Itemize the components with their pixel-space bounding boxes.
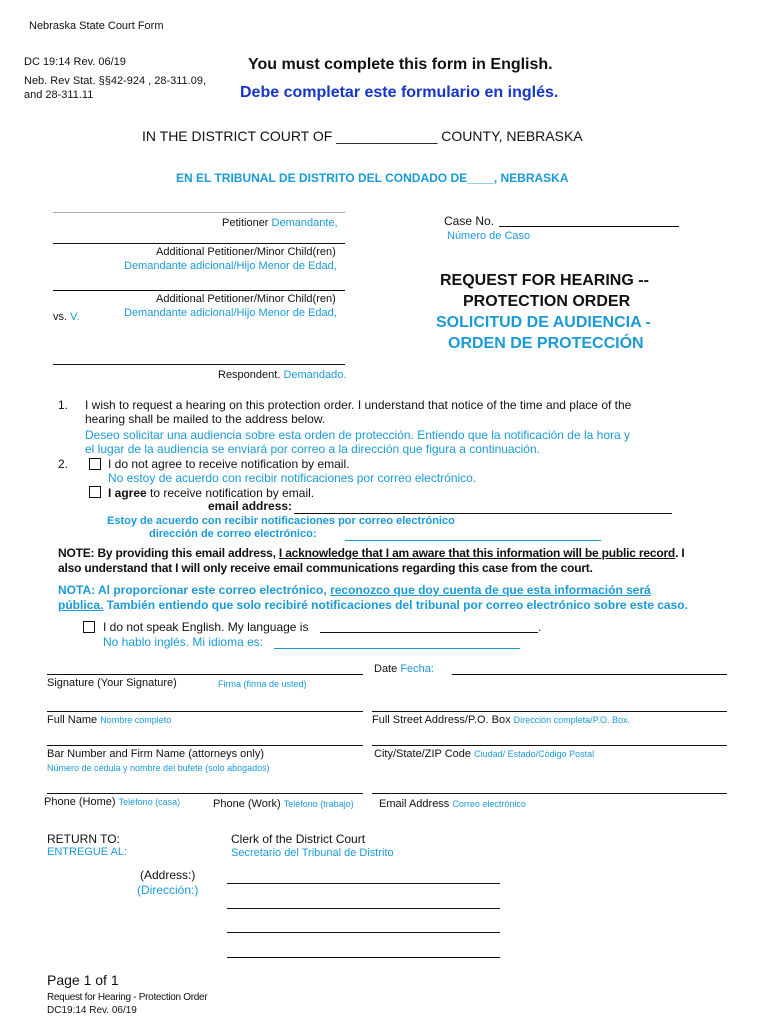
- bar-number-label: Bar Number and Firm Name (attorneys only): [47, 748, 265, 760]
- agree-email-label-es: Estoy de acuerdo con recibir notificaciones por correo electrónico: [107, 515, 455, 527]
- return-to-label-es: ENTREGUE AL:: [47, 846, 128, 858]
- additional-petitioner-label-1: Additional Petitioner/Minor Child(ren): [156, 246, 336, 258]
- language-field-es[interactable]: [274, 648, 520, 649]
- item-1-number: 1.: [58, 398, 69, 412]
- additional-petitioner-label-1-es: Demandante adicional/Hijo Menor de Edad,: [124, 260, 337, 272]
- clerk-label-es: Secretario del Tribunal de Distrito: [231, 847, 394, 859]
- language-field[interactable]: [320, 632, 538, 633]
- agree-email-checkbox[interactable]: [89, 486, 101, 498]
- street-address-label: Full Street Address/P.O. Box Dirección completa/P.O. Box.: [372, 714, 631, 726]
- case-no-label-es: Número de Caso: [447, 230, 531, 242]
- petitioner-line: [53, 212, 345, 213]
- address-line-1[interactable]: [227, 883, 500, 884]
- additional-petitioner-label-2: Additional Petitioner/Minor Child(ren): [156, 293, 336, 305]
- bar-number-label-es: Número de cédula y nombre del bufete (solo abogados): [47, 763, 270, 773]
- doc-title-line-1: REQUEST FOR HEARING --: [440, 272, 649, 289]
- signature-label-es: Firma (firma de usted): [218, 679, 307, 689]
- phone-home-label: Phone (Home) Teléfono (casa): [44, 796, 181, 808]
- email-field[interactable]: [372, 793, 727, 794]
- note-en-line-1: NOTE: By providing this email address, I acknowledge that I am aware that this information will be public record. I: [58, 546, 685, 560]
- form-code: DC 19:14 Rev. 06/19: [24, 56, 126, 68]
- footer-form-code: DC19:14 Rev. 06/19: [47, 1005, 137, 1016]
- address-line-2[interactable]: [227, 908, 500, 909]
- no-email-label: I do not agree to receive notification by email.: [108, 457, 350, 471]
- item-2-number: 2.: [58, 457, 69, 471]
- additional-petitioner-line-2[interactable]: [53, 290, 345, 291]
- no-email-label-es: No estoy de acuerdo con recibir notificaciones por correo electrónico.: [108, 471, 477, 485]
- address-line-4[interactable]: [227, 957, 500, 958]
- city-state-zip-label: City/State/ZIP Code Ciudad/ Estado/Código Postal: [374, 748, 595, 760]
- doc-title-line-2-es: ORDEN DE PROTECCIÓN: [448, 335, 644, 352]
- email-address-field-es[interactable]: [345, 540, 601, 541]
- email-address-label-sig: Email Address Correo electrónico: [379, 798, 526, 810]
- email-address-field[interactable]: [294, 513, 672, 514]
- page-number: Page 1 of 1: [47, 972, 119, 988]
- respondent-line[interactable]: [53, 364, 345, 365]
- court-title-es: EN EL TRIBUNAL DE DISTRITO DEL CONDADO DE____, NEBRASKA: [176, 171, 569, 185]
- city-state-zip-field[interactable]: [372, 745, 727, 746]
- return-to-label: RETURN TO:: [47, 832, 120, 846]
- respondent-label: Respondent. Demandado.: [218, 369, 347, 381]
- statute-line-1: Neb. Rev Stat. §§42-924 , 28-311.09,: [24, 75, 207, 87]
- item-1-text-es-1: Deseo solicitar una audiencia sobre esta orden de protección. Entiendo que la notificación de la hora y: [85, 428, 631, 442]
- case-no-field[interactable]: [499, 226, 679, 227]
- phone-work-label: Phone (Work) Teléfono (trabajo): [213, 798, 354, 810]
- phone-field[interactable]: [47, 793, 363, 794]
- language-period: .: [538, 620, 542, 634]
- agree-email-label: I agree to receive notification by email.: [108, 486, 315, 500]
- date-field[interactable]: [452, 674, 727, 675]
- clerk-label: Clerk of the District Court: [231, 832, 366, 846]
- doc-title-line-1-es: SOLICITUD DE AUDIENCIA -: [436, 314, 651, 331]
- street-address-field[interactable]: [372, 711, 727, 712]
- case-no-label: Case No.: [444, 214, 495, 228]
- signature-field[interactable]: [47, 674, 363, 675]
- additional-petitioner-label-2-es: Demandante adicional/Hijo Menor de Edad,: [124, 307, 337, 319]
- full-name-label: Full Name Nombre completo: [47, 714, 172, 726]
- full-name-field[interactable]: [47, 711, 363, 712]
- spanish-notice: Debe completar este formulario en inglés.: [240, 84, 559, 101]
- petitioner-label: Petitioner Demandante,: [222, 217, 338, 229]
- note-es-line-2: pública. También entiendo que solo recibiré notificaciones del tribunal por correo electrónico sobre este caso.: [58, 598, 688, 612]
- signature-label: Signature (Your Signature): [47, 677, 177, 689]
- additional-petitioner-line-1[interactable]: [53, 243, 345, 244]
- item-1-text-es-2: el lugar de la audiencia se enviará por correo a la dirección que figura a continuación.: [85, 442, 540, 456]
- email-address-label-es: dirección de correo electrónico:: [149, 528, 317, 540]
- no-email-checkbox[interactable]: [89, 458, 101, 470]
- date-label: Date Fecha:: [374, 663, 434, 675]
- footer-form-name: Request for Hearing - Protection Order: [47, 992, 208, 1003]
- language-label: I do not speak English. My language is: [103, 620, 309, 634]
- vs-label: vs. V.: [53, 311, 80, 323]
- language-label-es: No hablo inglés. Mi idioma es:: [103, 635, 264, 649]
- note-es-line-1: NOTA: Al proporcionar este correo electrónico, reconozco que doy cuenta de que esta información será: [58, 583, 651, 597]
- address-line-3[interactable]: [227, 932, 500, 933]
- court-title: IN THE DISTRICT COURT OF _____________ COUNTY, NEBRASKA: [142, 128, 583, 144]
- email-address-label: email address:: [208, 499, 293, 513]
- english-notice: You must complete this form in English.: [248, 56, 553, 73]
- doc-title-line-2: PROTECTION ORDER: [463, 293, 631, 310]
- bar-number-field[interactable]: [47, 745, 363, 746]
- address-label-es: (Dirección:): [137, 883, 199, 897]
- no-english-checkbox[interactable]: [83, 621, 95, 633]
- item-1-text-1: I wish to request a hearing on this protection order. I understand that notice of the time and place of the: [85, 398, 632, 412]
- statute-line-2: and 28-311.11: [24, 89, 94, 101]
- note-en-line-2: also understand that I will only receive email communications regarding this case from the court.: [58, 561, 593, 575]
- state-form-label: Nebraska State Court Form: [29, 20, 164, 32]
- address-label: (Address:): [140, 868, 196, 882]
- item-1-text-2: hearing shall be mailed to the address below.: [85, 412, 326, 426]
